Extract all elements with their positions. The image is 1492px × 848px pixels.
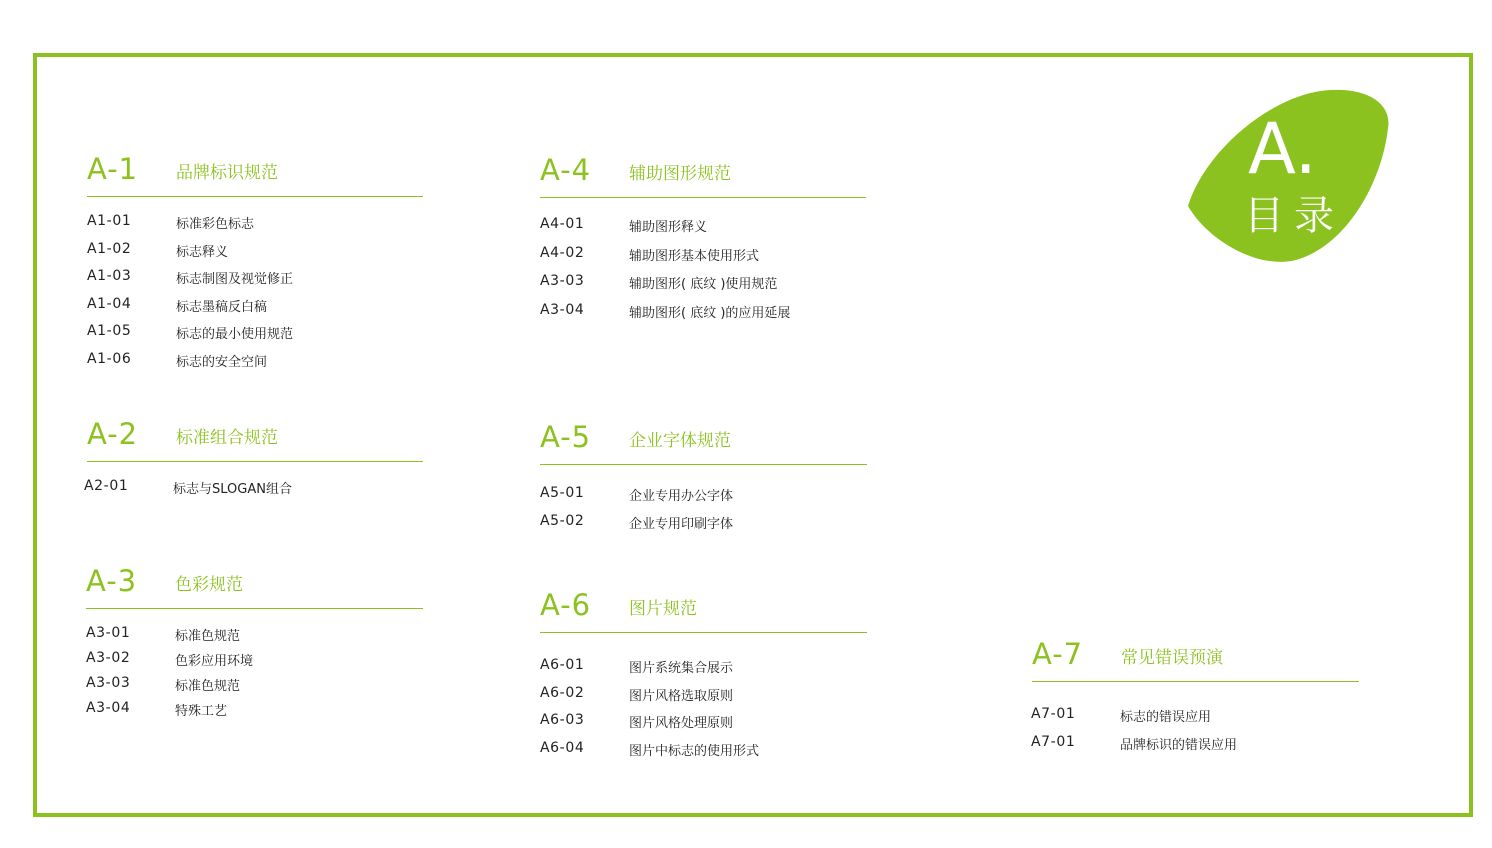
item-code: A6-01 [540, 657, 585, 673]
toc-item[interactable] [84, 478, 423, 506]
item-code: A1-06 [87, 350, 132, 367]
item-label: 标志释义 [176, 244, 229, 260]
badge-letter: A. [1248, 108, 1317, 190]
item-label: 辅助图形基本使用形式 [629, 248, 760, 264]
section-divider [1032, 681, 1359, 682]
toc-item[interactable] [1031, 734, 1359, 762]
section-code: A-1 [87, 152, 139, 186]
item-label: 标志与SLOGAN组合 [173, 482, 292, 497]
section-code: A-4 [540, 153, 592, 187]
toc-item[interactable] [540, 273, 866, 302]
toc-item[interactable] [86, 675, 423, 700]
item-label: 图片风格选取原则 [629, 688, 734, 704]
toc-item[interactable] [540, 513, 867, 541]
section-code: A-5 [540, 420, 592, 454]
item-label: 图片风格处理原则 [629, 716, 734, 731]
badge-title: 目录 [1244, 193, 1344, 239]
item-code: A3-03 [86, 675, 131, 691]
item-label: 品牌标识的错误应用 [1120, 737, 1238, 753]
item-label: 色彩应用环境 [175, 654, 254, 669]
section-title: 企业字体规范 [629, 431, 731, 451]
item-code: A3-02 [86, 650, 131, 666]
catalog-badge [1186, 88, 1390, 262]
toc-item[interactable] [540, 712, 867, 740]
item-code: A2-01 [84, 478, 129, 494]
section-a6 [540, 584, 867, 767]
section-title: 图片规范 [629, 599, 697, 619]
toc-item[interactable] [540, 685, 867, 713]
section-divider [87, 461, 423, 462]
item-label: 辅助图形( 底纹 )的应用延展 [629, 305, 791, 321]
section-title: 标准组合规范 [176, 428, 278, 448]
toc-item[interactable] [87, 241, 423, 269]
section-a7 [1032, 633, 1359, 761]
section-title: 辅助图形规范 [629, 164, 731, 184]
section-a4 [540, 149, 866, 330]
toc-item[interactable] [1031, 706, 1359, 734]
item-code: A1-05 [87, 323, 132, 339]
toc-item[interactable] [86, 650, 423, 675]
item-code: A3-04 [86, 700, 131, 716]
toc-item[interactable] [540, 485, 867, 513]
toc-item[interactable] [540, 245, 866, 274]
toc-item[interactable] [540, 216, 866, 245]
section-divider [87, 196, 423, 197]
item-label: 图片中标志的使用形式 [629, 743, 760, 759]
item-code: A1-02 [87, 240, 132, 257]
item-label: 图片系统集合展示 [629, 661, 734, 676]
section-a5 [540, 416, 867, 540]
section-code: A-3 [86, 564, 138, 598]
section-a1 [87, 148, 423, 378]
section-title: 色彩规范 [175, 575, 243, 595]
toc-item[interactable] [87, 323, 423, 351]
item-label: 企业专用印刷字体 [629, 516, 734, 532]
item-code: A4-02 [540, 244, 585, 261]
item-code: A7-01 [1031, 706, 1076, 722]
item-code: A3-03 [540, 273, 585, 289]
toc-item[interactable] [87, 268, 423, 296]
item-code: A3-01 [86, 625, 131, 641]
section-divider [540, 197, 866, 198]
toc-item[interactable] [87, 296, 423, 324]
item-label: 标志制图及视觉修正 [176, 272, 294, 287]
item-code: A1-01 [87, 213, 132, 229]
section-divider [86, 608, 423, 609]
section-divider [540, 464, 867, 465]
section-code: A-2 [87, 417, 139, 451]
item-label: 辅助图形( 底纹 )使用规范 [629, 277, 778, 292]
item-label: 标准彩色标志 [176, 217, 255, 232]
item-code: A6-02 [540, 684, 585, 701]
item-label: 标志墨稿反白稿 [176, 299, 268, 315]
section-a3 [86, 560, 423, 725]
item-code: A1-03 [87, 268, 132, 284]
toc-item[interactable] [86, 700, 423, 725]
section-code: A-7 [1032, 637, 1084, 671]
item-label: 特殊工艺 [175, 704, 228, 719]
item-code: A6-03 [540, 712, 585, 728]
item-label: 标志的错误应用 [1120, 710, 1212, 725]
item-label: 标志的安全空间 [176, 354, 268, 370]
item-code: A4-01 [540, 216, 585, 232]
item-code: A5-01 [540, 485, 585, 501]
item-label: 辅助图形释义 [629, 220, 708, 235]
toc-item[interactable] [540, 740, 867, 768]
section-code: A-6 [540, 588, 592, 622]
item-code: A7-01 [1031, 733, 1076, 750]
item-code: A5-02 [540, 512, 585, 529]
item-code: A3-04 [540, 301, 585, 318]
item-label: 企业专用办公字体 [629, 489, 734, 504]
item-code: A1-04 [87, 295, 132, 312]
section-title: 品牌标识规范 [176, 163, 278, 183]
toc-item[interactable] [540, 657, 867, 685]
section-divider [540, 632, 867, 633]
toc-item[interactable] [87, 213, 423, 241]
toc-item[interactable] [87, 351, 423, 379]
item-label: 标准色规范 [175, 629, 241, 644]
item-code: A6-04 [540, 739, 585, 756]
section-title: 常见错误预演 [1121, 648, 1223, 668]
item-label: 标志的最小使用规范 [176, 327, 294, 342]
section-a2 [84, 413, 423, 506]
toc-item[interactable] [86, 625, 423, 650]
item-label: 标准色规范 [175, 679, 241, 694]
toc-item[interactable] [540, 302, 866, 331]
